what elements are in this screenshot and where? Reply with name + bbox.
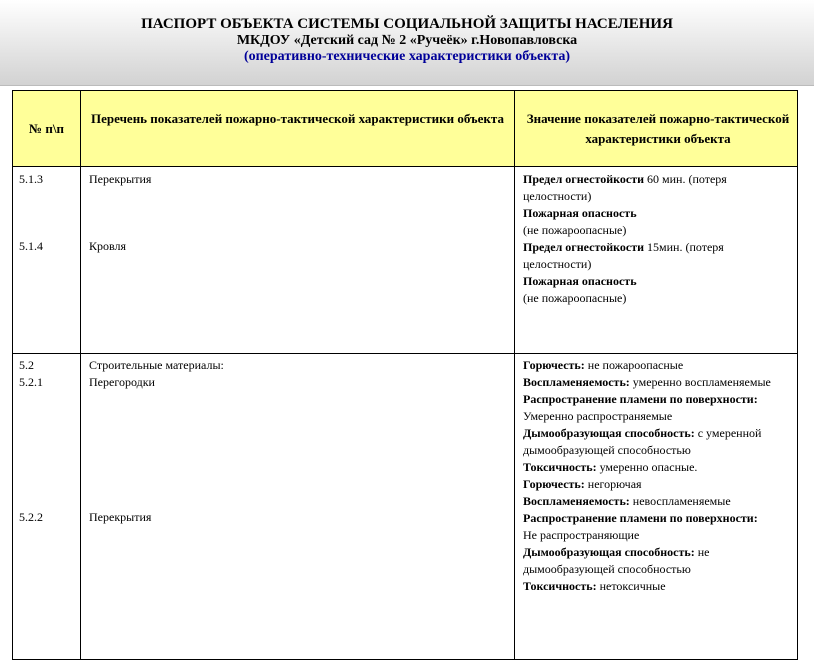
value-text: нетоксичные: [596, 579, 666, 593]
value-label: Токсичность:: [523, 579, 597, 593]
value-line: [523, 391, 795, 408]
value-line: [523, 273, 795, 290]
col-header-indicator: Перечень показателей пожарно-тактической характеристики объекта: [91, 111, 504, 126]
value-line: [523, 476, 795, 493]
value-label: Дымообразующая способность:: [523, 426, 695, 440]
row-values: [523, 357, 795, 595]
page-title: ПАСПОРТ ОБЪЕКТА СИСТЕМЫ СОЦИАЛЬНОЙ ЗАЩИТЫ НАСЕЛЕНИЯ: [141, 16, 673, 32]
col-header-value: Значение показателей пожарно-тактической характеристики объекта: [526, 111, 790, 146]
page-note: (оперативно-технические характеристики объекта): [243, 49, 571, 64]
value-label: Пожарная опасность: [523, 274, 637, 288]
value-label: Воспламеняемость:: [523, 375, 630, 389]
value-label: Распространение пламени по поверхности:: [523, 511, 758, 525]
value-line: [523, 374, 795, 391]
value-label: Горючесть:: [523, 358, 585, 372]
row-indicator: Перекрытия: [89, 172, 152, 186]
value-line: [523, 205, 795, 222]
row-values: [523, 171, 795, 307]
row-indicator: Перекрытия: [89, 510, 152, 524]
value-text: не пожароопасные: [584, 358, 684, 372]
row-number: 5.2.2: [19, 510, 43, 524]
value-text: умеренно опасные.: [596, 460, 698, 474]
row-indicator: Перегородки: [89, 375, 155, 389]
value-text: (не пожароопасные): [523, 223, 627, 237]
value-label: Токсичность:: [523, 460, 597, 474]
value-label: Предел огнестойкости: [523, 240, 645, 254]
row-number: 5.1.3: [19, 172, 43, 186]
value-text: не дымообразующей способностью: [523, 545, 710, 576]
row-number: 5.2: [19, 358, 34, 372]
row-indicator: Кровля: [89, 239, 127, 253]
value-line: [523, 357, 795, 374]
value-label: Распространение пламени по поверхности:: [523, 392, 758, 406]
value-text: 15мин. (потеря целостности): [523, 240, 724, 271]
value-label: Предел огнестойкости: [523, 172, 645, 186]
value-line: [523, 527, 795, 544]
value-text: умеренно воспламеняемые: [629, 375, 771, 389]
value-text: невоспламеняемые: [629, 494, 731, 508]
page-subtitle: МКДОУ «Детский сад № 2 «Ручеёк» г.Новопавловска: [236, 33, 578, 48]
value-text: с умеренной дымообразующей способностью: [523, 426, 762, 457]
value-line: [523, 425, 795, 459]
value-line: [523, 578, 795, 595]
value-line: [523, 408, 795, 425]
col-header-number: № п\п: [29, 121, 64, 136]
value-text: 60 мин. (потеря целостности): [523, 172, 727, 203]
value-line: [523, 171, 795, 205]
value-label: Дымообразующая способность:: [523, 545, 695, 559]
value-text: (не пожароопасные): [523, 291, 627, 305]
value-label: Воспламеняемость:: [523, 494, 630, 508]
characteristics-table: [12, 90, 798, 660]
row-number: 5.2.1: [19, 375, 43, 389]
value-line: [523, 290, 795, 307]
value-line: [523, 222, 795, 239]
value-line: [523, 459, 795, 476]
value-text: Не распространяющие: [523, 528, 640, 542]
value-label: Пожарная опасность: [523, 206, 637, 220]
value-line: [523, 544, 795, 578]
value-text: негорючая: [584, 477, 642, 491]
value-label: Горючесть:: [523, 477, 585, 491]
row-indicator: Строительные материалы:: [89, 358, 224, 372]
value-line: [523, 510, 795, 527]
row-number: 5.1.4: [19, 239, 43, 253]
value-line: [523, 493, 795, 510]
value-line: [523, 239, 795, 273]
page-header: [0, 0, 814, 86]
value-text: Умеренно распространяемые: [523, 409, 673, 423]
